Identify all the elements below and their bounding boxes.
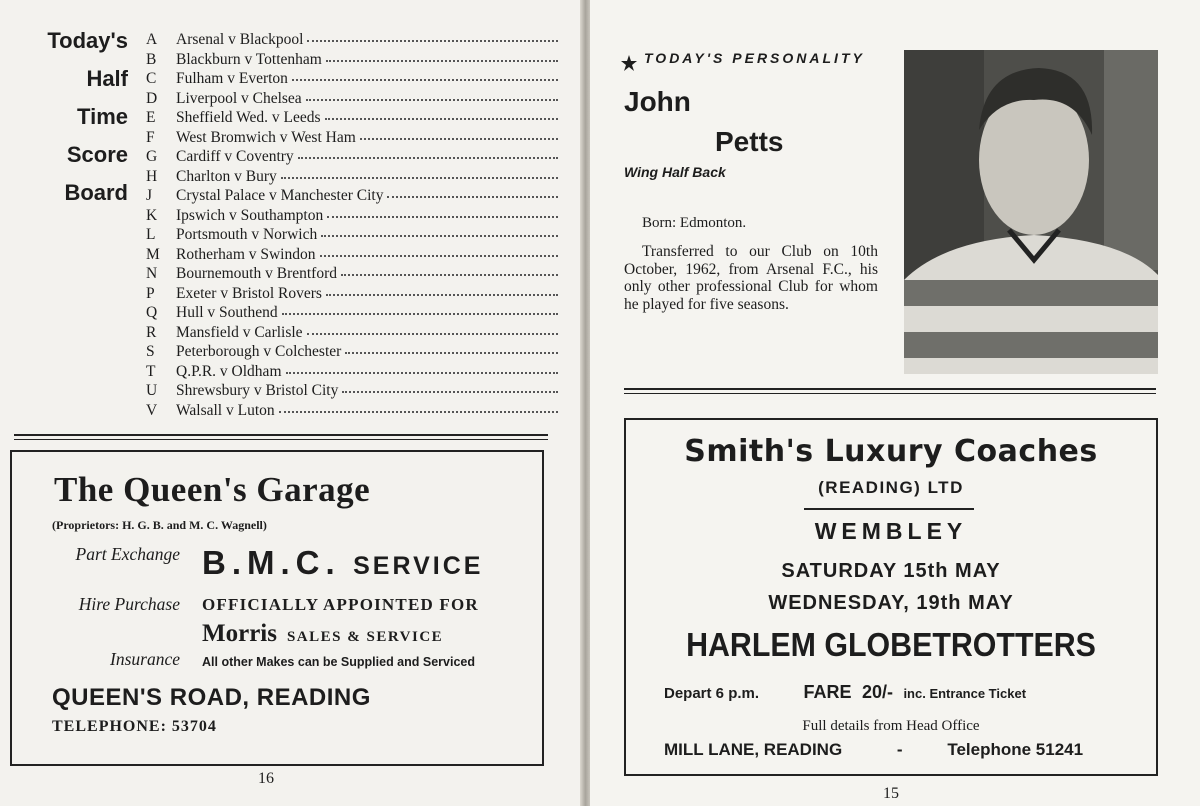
player-portrait-image xyxy=(904,50,1158,374)
match-name: Sheffield Wed. v Leeds xyxy=(176,109,321,126)
score-dotted-line xyxy=(321,225,558,237)
insurance-label: Insurance xyxy=(110,649,180,669)
score-dotted-line xyxy=(327,206,558,218)
scoreboard-title-line: Board xyxy=(64,180,128,205)
score-dotted-line xyxy=(298,147,558,159)
scoreboard-row xyxy=(146,89,558,109)
match-letter: Q xyxy=(146,304,158,321)
match-name: Q.P.R. v Oldham xyxy=(176,362,282,380)
scoreboard-row xyxy=(146,186,558,206)
coaches-fare-note: inc. Entrance Ticket xyxy=(903,686,1027,701)
right-page-15 xyxy=(590,0,1200,806)
coaches-depart: Depart 6 p.m. xyxy=(664,685,760,702)
personality-position: Wing Half Back xyxy=(624,164,726,180)
coaches-title: Smith's Luxury Coaches xyxy=(684,434,1098,469)
match-name: Crystal Palace v Manchester City xyxy=(176,187,384,204)
service-label: SERVICE xyxy=(353,552,484,580)
score-dotted-line xyxy=(307,323,558,335)
personality-label: TODAY'S PERSONALITY xyxy=(644,50,865,66)
part-exchange-label: Part Exchange xyxy=(75,544,180,564)
score-dotted-line xyxy=(345,342,558,354)
score-dotted-line xyxy=(282,303,558,315)
match-letter: G xyxy=(146,148,158,165)
scoreboard-row xyxy=(146,362,558,382)
scoreboard-row xyxy=(146,323,558,343)
match-letter: S xyxy=(146,343,155,360)
personality-first-name: John xyxy=(624,86,691,117)
scoreboard-row xyxy=(146,147,558,167)
morris-line xyxy=(202,620,443,648)
smiths-coaches-advert xyxy=(624,418,1158,776)
coaches-date-1: SATURDAY 15th MAY xyxy=(781,560,1001,582)
match-letter: B xyxy=(146,50,157,68)
score-dotted-line xyxy=(279,401,558,413)
scoreboard-row xyxy=(146,50,558,70)
coaches-venue: WEMBLEY xyxy=(814,518,968,544)
scoreboard-title-line: Time xyxy=(77,104,128,129)
coaches-date-2: WEDNESDAY, 19th MAY xyxy=(768,592,1014,614)
coaches-fare-line xyxy=(664,682,1114,703)
match-letter: P xyxy=(146,284,155,302)
garage-title: The Queen's Garage xyxy=(54,470,371,509)
match-letter: A xyxy=(146,31,158,48)
match-letter: C xyxy=(146,70,157,87)
coaches-contact-line xyxy=(664,740,1124,760)
match-name: Charlton v Bury xyxy=(176,167,277,185)
match-name: Cardiff v Coventry xyxy=(176,148,294,165)
coaches-rule xyxy=(804,508,974,510)
match-name: Shrewsbury v Bristol City xyxy=(176,382,339,399)
match-letter: D xyxy=(146,89,158,107)
match-letter: R xyxy=(146,323,157,341)
score-dotted-line xyxy=(286,362,559,374)
scoreboard-row xyxy=(146,342,558,362)
score-dotted-line xyxy=(387,186,558,198)
coaches-fare-label: FARE xyxy=(803,682,852,702)
match-name: Ipswich v Southampton xyxy=(176,206,324,224)
scoreboard-row xyxy=(146,108,558,128)
score-dotted-line xyxy=(341,264,558,276)
player-photo xyxy=(904,50,1158,374)
match-letter: T xyxy=(146,362,156,380)
coaches-telephone: Telephone 51241 xyxy=(947,740,1084,759)
match-letter: J xyxy=(146,187,153,204)
match-name: Exeter v Bristol Rovers xyxy=(176,284,322,302)
score-dotted-line xyxy=(326,50,558,62)
match-name: Mansfield v Carlisle xyxy=(176,323,303,341)
scoreboard-list xyxy=(146,30,558,420)
match-name: Blackburn v Tottenham xyxy=(176,50,322,68)
officially-appointed: OFFICIALLY APPOINTED FOR xyxy=(202,595,479,614)
score-dotted-line xyxy=(320,245,559,257)
coaches-fare-amount: 20/- xyxy=(861,682,893,702)
match-letter: M xyxy=(146,245,160,263)
bmc-label: B.M.C. xyxy=(202,544,341,581)
match-letter: V xyxy=(146,401,158,419)
match-letter: F xyxy=(146,128,155,146)
scoreboard-row xyxy=(146,264,558,284)
match-name: Liverpool v Chelsea xyxy=(176,89,302,107)
scoreboard-row xyxy=(146,225,558,245)
scoreboard-row xyxy=(146,128,558,148)
match-name: Bournemouth v Brentford xyxy=(176,265,338,282)
scoreboard-title-line: Today's xyxy=(47,28,128,53)
score-dotted-line xyxy=(281,167,558,179)
section-divider xyxy=(14,434,548,440)
coaches-subtitle: (READING) LTD xyxy=(818,478,964,497)
page-number: 15 xyxy=(883,785,899,802)
coaches-details: Full details from Head Office xyxy=(802,718,980,734)
scoreboard-row xyxy=(146,381,558,401)
match-letter: L xyxy=(146,226,156,243)
score-dotted-line xyxy=(326,284,558,296)
section-divider xyxy=(624,388,1156,394)
match-name: Walsall v Luton xyxy=(176,401,275,419)
scoreboard-row xyxy=(146,401,558,421)
coaches-separator: - xyxy=(896,740,903,759)
page-number: 16 xyxy=(258,770,274,787)
other-makes-line: All other Makes can be Supplied and Serviced xyxy=(202,655,475,669)
scoreboard-row xyxy=(146,167,558,187)
hire-purchase-label: Hire Purchase xyxy=(78,594,180,614)
personality-born: Born: Edmonton. xyxy=(642,215,747,231)
sales-service-label: SALES & SERVICE xyxy=(286,629,444,645)
queens-garage-advert xyxy=(10,450,544,766)
match-name: Hull v Southend xyxy=(176,304,278,321)
match-letter: E xyxy=(146,109,156,126)
score-dotted-line xyxy=(325,108,558,120)
left-page-16 xyxy=(0,0,582,806)
garage-proprietors: (Proprietors: H. G. B. and M. C. Wagnell) xyxy=(52,518,267,532)
scoreboard-title-line: Score xyxy=(66,142,128,167)
scoreboard-row xyxy=(146,245,558,265)
match-name: Rotherham v Swindon xyxy=(176,245,316,263)
match-letter: H xyxy=(146,167,158,185)
match-name: Portsmouth v Norwich xyxy=(176,226,318,243)
score-dotted-line xyxy=(292,69,558,81)
match-letter: N xyxy=(146,265,158,282)
match-name: West Bromwich v West Ham xyxy=(176,128,356,146)
scoreboard-row xyxy=(146,69,558,89)
match-letter: K xyxy=(146,206,158,224)
garage-address: QUEEN'S ROAD, READING xyxy=(52,684,371,711)
morris-label: Morris xyxy=(202,620,277,647)
score-dotted-line xyxy=(307,30,558,42)
star-icon xyxy=(621,55,637,71)
score-dotted-line xyxy=(342,381,558,393)
personality-bio: Transferred to our Club on 10th October, 1962, from Arsenal F.C., his only other professional Club for whom he played for five seasons. xyxy=(624,243,878,313)
scoreboard-row xyxy=(146,30,558,50)
scoreboard-title-line: Half xyxy=(86,66,128,91)
garage-telephone: TELEPHONE: 53704 xyxy=(52,718,217,735)
match-name: Peterborough v Colchester xyxy=(176,343,342,360)
score-dotted-line xyxy=(360,128,558,140)
match-name: Arsenal v Blackpool xyxy=(176,31,304,48)
scoreboard-row xyxy=(146,284,558,304)
score-dotted-line xyxy=(306,89,558,101)
match-letter: U xyxy=(146,382,158,399)
coaches-address: MILL LANE, READING xyxy=(664,740,843,759)
bmc-service-heading xyxy=(202,544,483,582)
scoreboard-row xyxy=(146,303,558,323)
personality-last-name: Petts xyxy=(715,126,784,157)
coaches-event: HARLEM GLOBETROTTERS xyxy=(686,626,1096,663)
scoreboard-row xyxy=(146,206,558,226)
match-name: Fulham v Everton xyxy=(176,70,288,87)
